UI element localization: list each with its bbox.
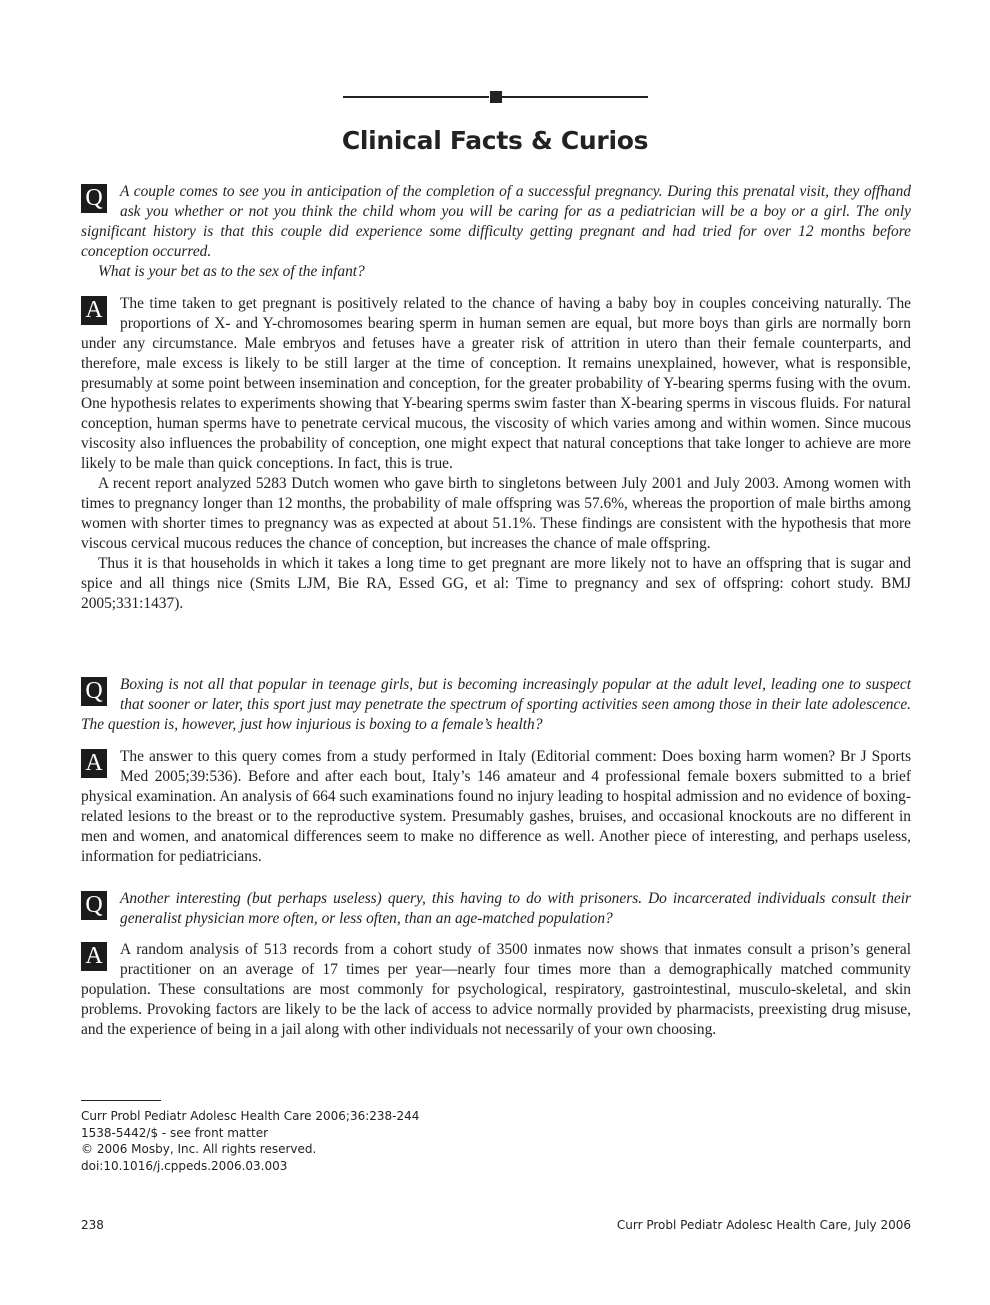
q-badge: Q [81,184,107,213]
footnote-issn: 1538-5442/$ - see front matter [81,1125,269,1140]
title-ornament [343,91,648,103]
question-1-paragraph-1: A couple comes to see you in anticipation of the completion of a successful pregnancy. During this prenatal visit, they offhand ask you whether or not you think the child whom you will be caring for as a pediatrician will be a boy or a girl. The only significant history is that this couple did experience some difficulty getting pregnant and had tried for over 12 months before conception occurred. [81,183,911,260]
answer-1 [81,294,911,614]
page-title: Clinical Facts & Curios [341,126,649,155]
q-badge: Q [81,677,107,706]
q-badge: Q [81,891,107,920]
a-badge: A [81,942,107,971]
footnote-copyright: © 2006 Mosby, Inc. All rights reserved. [81,1142,317,1156]
ornament-line-right [502,96,648,98]
answer-2-paragraph-1: The answer to this query comes from a study performed in Italy (Editorial comment: Does boxing harm women? Br J Sports Med 2005;39:536). Before and after each bout, Italy’s 146 amateur and 4 professional female boxers submitted to a brief physical examination. An analysis of 664 such examinations found no injury leading to hospital admission and no evidence of boxing-related lesions to the breast or to the reproductive system. Presumably gashes, bruises, and occasional knockouts are no different in men and women, and anatomical differences seem to make no difference as well. Another piece of interesting, and perhaps useless, information for pediatricians. [81,748,911,865]
ornament-line-left [343,96,489,98]
footnotes [81,1108,419,1174]
ornament-square [490,91,502,103]
answer-2 [81,747,911,867]
footnote-citation: Curr Probl Pediatr Adolesc Health Care 2006;36:238-244 [81,1109,420,1123]
answer-3-paragraph-1: A random analysis of 513 records from a cohort study of 3500 inmates now shows that inmates consult a prison’s general practitioner on an average of 17 times per year—nearly four times more than a demographically matched community population. These consultations are most commonly for psychological, respiratory, gastrointestinal, musculo-skeletal, and skin problems. Provoking factors are likely to be the lack of access to advice normally provided by pharmacists, preexisting drug misuse, and the experience of being in a jail along with other individuals not necessarily of your own choosing. [81,941,911,1038]
footnote-doi: doi:10.1016/j.cppeds.2006.03.003 [81,1158,288,1173]
answer-1-paragraph-3: Thus it is that households in which it takes a long time to get pregnant are more likely not to have an offspring that is sugar and spice and all things nice (Smits LJM, Bie RA, Essed GG, et al: Time to pregnancy and sex of offspring: cohort study. BMJ 2005;331:1437). [81,555,911,612]
question-1 [81,182,911,282]
journal-footer: Curr Probl Pediatr Adolesc Health Care, July 2006 [616,1218,911,1232]
page-number: 238 [81,1218,104,1232]
answer-1-paragraph-2: A recent report analyzed 5283 Dutch women who gave birth to singletons between July 2001 and July 2003. Among women with times to pregnancy longer than 12 months, the probability of male offspring was 57.6%, whereas the proportion of male births among women with shorter times to pregnancy was as expected at about 51.1%. These findings are consistent with the hypothesis that more viscous cervical mucous reduces the chance of conception, but increases the chance of male offspring. [81,475,911,552]
question-3-paragraph-1: Another interesting (but perhaps useless) query, this having to do with prisoners. Do incarcerated individuals consult their generalist physician more often, or less often, than an age-matched population? [120,890,911,927]
question-1-paragraph-2: What is your bet as to the sex of the infant? [98,263,365,280]
answer-1-paragraph-1: The time taken to get pregnant is positively related to the chance of having a baby boy in couples conceiving naturally. The proportions of X- and Y-chromosomes bearing sperm in human semen are equal, but more boys than girls are normally born under any circumstance. Male embryos and fetuses have a greater risk of attrition in utero than their female counterparts, and therefore, male excess is likely to be still larger at the time of conception. It remains unexplained, however, what is responsible, presumably at some point between insemination and conception, for the greater probability of Y-bearing sperms fusing with the ovum. One hypothesis relates to experiments showing that Y-bearing sperms swim faster than X-bearing sperms in viscous fluids. For natural conception, human sperms have to penetrate cervical mucous, the viscosity of which varies among and within women. Since mucous viscosity also influences the probability of conception, one might expect that natural conceptions that take longer to achieve are more likely to be male than quick conceptions. In fact, this is true. [81,295,911,472]
answer-3 [81,940,911,1040]
a-badge: A [81,749,107,778]
question-3 [81,889,911,929]
a-badge: A [81,296,107,325]
footnote-rule [81,1100,161,1101]
question-2-paragraph-1: Boxing is not all that popular in teenage girls, but is becoming increasingly popular at the adult level, leading one to suspect that sooner or later, this sport just may penetrate the spectrum of sporting activities seen among those in their late adolescence. The question is, however, just how injurious is boxing to a female’s health? [81,676,911,733]
question-2 [81,675,911,735]
